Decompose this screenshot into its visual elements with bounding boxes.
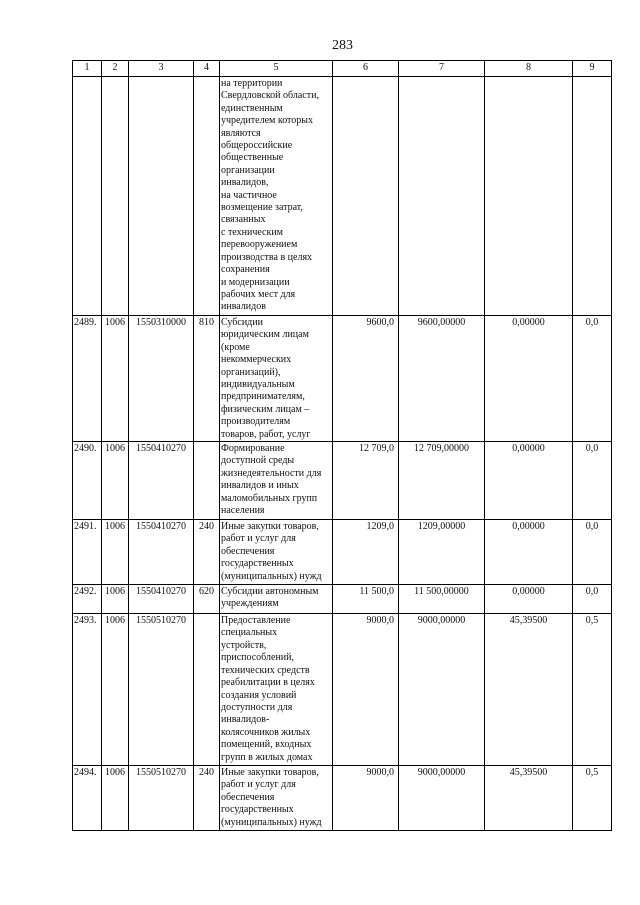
table-row xyxy=(73,766,612,831)
percent-cell: 0,5 xyxy=(573,614,612,766)
description-cell: Формирование доступной среды жизнедеятельности для инвалидов и иных маломобильных групп населения xyxy=(220,442,333,520)
expense-type-cell xyxy=(194,442,220,520)
approved-amount-cell: 11 500,00000 xyxy=(399,585,485,614)
row-number-cell: 2491. xyxy=(73,520,102,585)
section-code-cell: 1006 xyxy=(102,520,129,585)
executed-amount-cell: 0,00000 xyxy=(485,585,573,614)
percent-cell xyxy=(573,77,612,316)
expense-type-cell: 810 xyxy=(194,316,220,442)
plan-amount-cell: 11 500,0 xyxy=(333,585,399,614)
plan-amount-cell: 9000,0 xyxy=(333,614,399,766)
executed-amount-cell: 45,39500 xyxy=(485,614,573,766)
approved-amount-cell: 1209,00000 xyxy=(399,520,485,585)
approved-amount-cell xyxy=(399,77,485,316)
column-header: 8 xyxy=(485,61,573,77)
expense-type-cell xyxy=(194,614,220,766)
executed-amount-cell: 0,00000 xyxy=(485,316,573,442)
section-code-cell: 1006 xyxy=(102,585,129,614)
description-cell: на территории Свердловской области, единственным учредителем которых являются общероссийские общественные организации инвалидов, на частичное возмещение затрат, связанных с техническим перевооружением производства в целях сохранения и модернизации рабочих мест для инвалидов xyxy=(220,77,333,316)
header-row xyxy=(73,61,612,77)
column-header: 9 xyxy=(573,61,612,77)
table-row xyxy=(73,316,612,442)
approved-amount-cell: 9000,00000 xyxy=(399,614,485,766)
section-code-cell: 1006 xyxy=(102,614,129,766)
approved-amount-cell: 12 709,00000 xyxy=(399,442,485,520)
percent-cell: 0,0 xyxy=(573,442,612,520)
row-number-cell xyxy=(73,77,102,316)
target-article-cell: 1550510270 xyxy=(129,614,194,766)
approved-amount-cell: 9000,00000 xyxy=(399,766,485,831)
column-header: 1 xyxy=(73,61,102,77)
table-row xyxy=(73,585,612,614)
percent-cell: 0,5 xyxy=(573,766,612,831)
expense-type-cell: 620 xyxy=(194,585,220,614)
description-cell: Иные закупки товаров, работ и услуг для обеспечения государственных (муниципальных) нужд xyxy=(220,520,333,585)
table-row xyxy=(73,614,612,766)
expense-type-cell xyxy=(194,77,220,316)
target-article-cell: 1550510270 xyxy=(129,766,194,831)
row-number-cell: 2489. xyxy=(73,316,102,442)
plan-amount-cell xyxy=(333,77,399,316)
column-header: 2 xyxy=(102,61,129,77)
row-number-cell: 2492. xyxy=(73,585,102,614)
executed-amount-cell: 0,00000 xyxy=(485,520,573,585)
expense-type-cell: 240 xyxy=(194,766,220,831)
approved-amount-cell: 9600,00000 xyxy=(399,316,485,442)
description-cell: Субсидии юридическим лицам (кроме некоммерческих организаций), индивидуальным предпринимателям, физическим лицам – производителям товаров, работ, услуг xyxy=(220,316,333,442)
executed-amount-cell: 0,00000 xyxy=(485,442,573,520)
executed-amount-cell: 45,39500 xyxy=(485,766,573,831)
target-article-cell: 1550310000 xyxy=(129,316,194,442)
percent-cell: 0,0 xyxy=(573,520,612,585)
column-header: 6 xyxy=(333,61,399,77)
section-code-cell: 1006 xyxy=(102,316,129,442)
percent-cell: 0,0 xyxy=(573,316,612,442)
row-number-cell: 2490. xyxy=(73,442,102,520)
column-header: 4 xyxy=(194,61,220,77)
target-article-cell: 1550410270 xyxy=(129,520,194,585)
section-code-cell xyxy=(102,77,129,316)
description-cell: Предоставление специальных устройств, приспособлений, технических средств реабилитации в целях создания условий доступности для инвалидов- колясочников жилых помещений, входных групп в жилых домах xyxy=(220,614,333,766)
section-code-cell: 1006 xyxy=(102,766,129,831)
row-number-cell: 2493. xyxy=(73,614,102,766)
table-row xyxy=(73,442,612,520)
table-row xyxy=(73,520,612,585)
target-article-cell xyxy=(129,77,194,316)
plan-amount-cell: 12 709,0 xyxy=(333,442,399,520)
row-number-cell: 2494. xyxy=(73,766,102,831)
column-header: 7 xyxy=(399,61,485,77)
description-cell: Субсидии автономным учреждениям xyxy=(220,585,333,614)
executed-amount-cell xyxy=(485,77,573,316)
expense-type-cell: 240 xyxy=(194,520,220,585)
table-row xyxy=(73,77,612,316)
description-cell: Иные закупки товаров, работ и услуг для обеспечения государственных (муниципальных) нужд xyxy=(220,766,333,831)
page-number: 283 xyxy=(332,38,353,53)
plan-amount-cell: 1209,0 xyxy=(333,520,399,585)
percent-cell: 0,0 xyxy=(573,585,612,614)
plan-amount-cell: 9000,0 xyxy=(333,766,399,831)
column-header: 5 xyxy=(220,61,333,77)
section-code-cell: 1006 xyxy=(102,442,129,520)
column-header: 3 xyxy=(129,61,194,77)
plan-amount-cell: 9600,0 xyxy=(333,316,399,442)
target-article-cell: 1550410270 xyxy=(129,442,194,520)
budget-table xyxy=(72,60,612,831)
target-article-cell: 1550410270 xyxy=(129,585,194,614)
